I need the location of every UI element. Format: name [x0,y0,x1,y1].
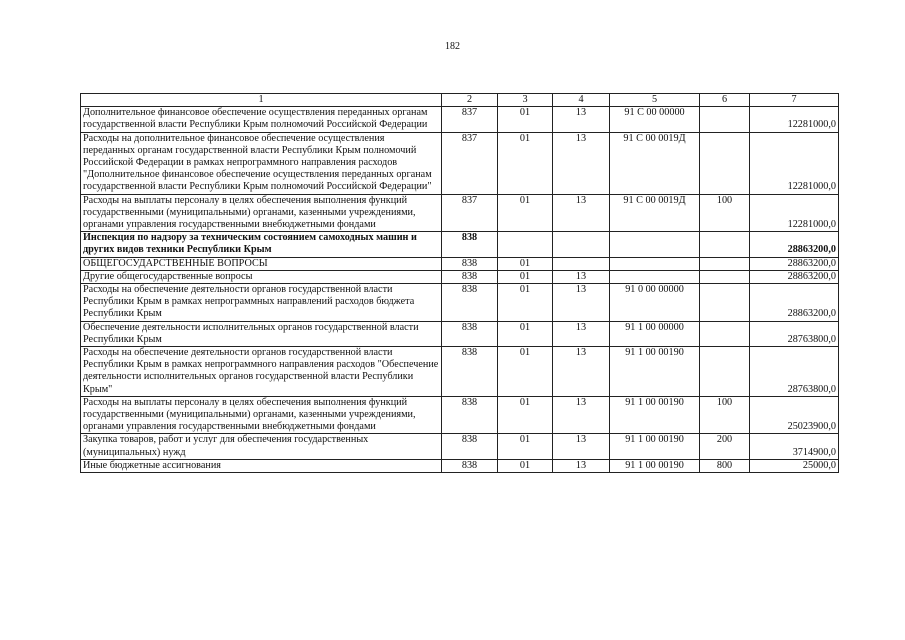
table-header-row [81,94,839,107]
section-code-cell: 01 [498,194,553,232]
section-code-cell: 01 [498,434,553,459]
section-code-cell: 01 [498,257,553,270]
section-code-cell: 01 [498,321,553,346]
subsection-code-cell: 13 [553,107,610,132]
expense-type-cell: 200 [700,434,750,459]
subsection-code-cell: 13 [553,284,610,322]
row-name-cell: Расходы на выплаты персоналу в целях обеспечения выполнения функций государственными (муниципальными) органами, казенными учреждениями, органами управления государственными внебюджетными фондами [81,194,442,232]
amount-cell: 25000,0 [750,459,839,472]
table-row [81,257,839,270]
amount-cell: 12281000,0 [750,107,839,132]
row-name-cell: Другие общегосударственные вопросы [81,270,442,283]
amount-cell: 25023900,0 [750,396,839,434]
expense-type-cell [700,270,750,283]
column-header: 1 [81,94,442,107]
target-article-cell: 91 1 00 00190 [610,434,700,459]
ministry-code-cell: 838 [442,347,498,397]
section-code-cell: 01 [498,107,553,132]
page-number: 182 [445,41,460,52]
amount-cell: 12281000,0 [750,194,839,232]
amount-cell: 12281000,0 [750,132,839,194]
expense-type-cell [700,257,750,270]
table-row [81,284,839,322]
ministry-code-cell: 838 [442,257,498,270]
amount-cell: 28863200,0 [750,284,839,322]
expense-type-cell [700,232,750,257]
section-code-cell: 01 [498,270,553,283]
expense-type-cell: 800 [700,459,750,472]
amount-cell: 28863200,0 [750,232,839,257]
subsection-code-cell: 13 [553,396,610,434]
subsection-code-cell: 13 [553,321,610,346]
column-header: 2 [442,94,498,107]
row-name-cell: Дополнительное финансовое обеспечение осуществления переданных органам государственной власти Республики Крым полномочий Российской Федерации [81,107,442,132]
target-article-cell: 91 1 00 00000 [610,321,700,346]
amount-cell: 28863200,0 [750,270,839,283]
target-article-cell [610,257,700,270]
section-code-cell: 01 [498,132,553,194]
table-row [81,270,839,283]
row-name-cell: Инспекция по надзору за техническим состоянием самоходных машин и других видов техники Республики Крым [81,232,442,257]
column-header: 3 [498,94,553,107]
subsection-code-cell: 13 [553,194,610,232]
subsection-code-cell: 13 [553,434,610,459]
ministry-code-cell: 838 [442,434,498,459]
table-row [81,459,839,472]
table-row [81,396,839,434]
target-article-cell: 91 С 00 00000 [610,107,700,132]
target-article-cell [610,270,700,283]
expense-type-cell [700,321,750,346]
table-row [81,321,839,346]
ministry-code-cell: 838 [442,284,498,322]
ministry-code-cell: 838 [442,232,498,257]
row-name-cell: ОБЩЕГОСУДАРСТВЕННЫЕ ВОПРОСЫ [81,257,442,270]
ministry-code-cell: 838 [442,270,498,283]
amount-cell: 28863200,0 [750,257,839,270]
section-code-cell: 01 [498,347,553,397]
row-name-cell: Закупка товаров, работ и услуг для обеспечения государственных (муниципальных) нужд [81,434,442,459]
table-row [81,347,839,397]
section-code-cell: 01 [498,459,553,472]
row-name-cell: Расходы на обеспечение деятельности органов государственной власти Республики Крым в рамках непрограммного направления расходов "Обеспечение деятельности исполнительных органов государственной власти Республики Крым" [81,347,442,397]
expense-type-cell: 100 [700,396,750,434]
column-header: 4 [553,94,610,107]
row-name-cell: Расходы на выплаты персоналу в целях обеспечения выполнения функций государственными (муниципальными) органами, казенными учреждениями, органами управления государственными внебюджетными фондами [81,396,442,434]
expense-type-cell [700,132,750,194]
subsection-code-cell [553,257,610,270]
ministry-code-cell: 837 [442,132,498,194]
row-name-cell: Расходы на дополнительное финансовое обеспечение осуществления переданных органам государственной власти Республики Крым полномочий Российской Федерации в рамках непрограммного направления расходов "Дополнительное финансовое обеспечение осуществления переданных органам государственной власти Республики Крым полномочий Российской Федерации" [81,132,442,194]
expense-type-cell: 100 [700,194,750,232]
target-article-cell: 91 0 00 00000 [610,284,700,322]
target-article-cell: 91 1 00 00190 [610,459,700,472]
ministry-code-cell: 838 [442,321,498,346]
ministry-code-cell: 837 [442,194,498,232]
expense-type-cell [700,284,750,322]
ministry-code-cell: 838 [442,396,498,434]
target-article-cell: 91 1 00 00190 [610,396,700,434]
subsection-code-cell [553,232,610,257]
row-name-cell: Расходы на обеспечение деятельности органов государственной власти Республики Крым в рамках непрограммных направлений расходов бюджета Республики Крым [81,284,442,322]
table-row [81,132,839,194]
table-row [81,107,839,132]
target-article-cell: 91 1 00 00190 [610,347,700,397]
section-code-cell [498,232,553,257]
subsection-code-cell: 13 [553,270,610,283]
ministry-code-cell: 838 [442,459,498,472]
target-article-cell: 91 С 00 0019Д [610,132,700,194]
subsection-code-cell: 13 [553,132,610,194]
expense-type-cell [700,107,750,132]
table-body [81,94,839,473]
section-code-cell: 01 [498,396,553,434]
amount-cell: 28763800,0 [750,347,839,397]
column-header: 7 [750,94,839,107]
amount-cell: 3714900,0 [750,434,839,459]
subsection-code-cell: 13 [553,459,610,472]
column-header: 6 [700,94,750,107]
target-article-cell: 91 С 00 0019Д [610,194,700,232]
amount-cell: 28763800,0 [750,321,839,346]
budget-table [80,93,839,473]
ministry-code-cell: 837 [442,107,498,132]
column-header: 5 [610,94,700,107]
subsection-code-cell: 13 [553,347,610,397]
section-code-cell: 01 [498,284,553,322]
table-row [81,434,839,459]
target-article-cell [610,232,700,257]
row-name-cell: Обеспечение деятельности исполнительных органов государственной власти Республики Крым [81,321,442,346]
row-name-cell: Иные бюджетные ассигнования [81,459,442,472]
expense-type-cell [700,347,750,397]
table-row [81,232,839,257]
table-row [81,194,839,232]
